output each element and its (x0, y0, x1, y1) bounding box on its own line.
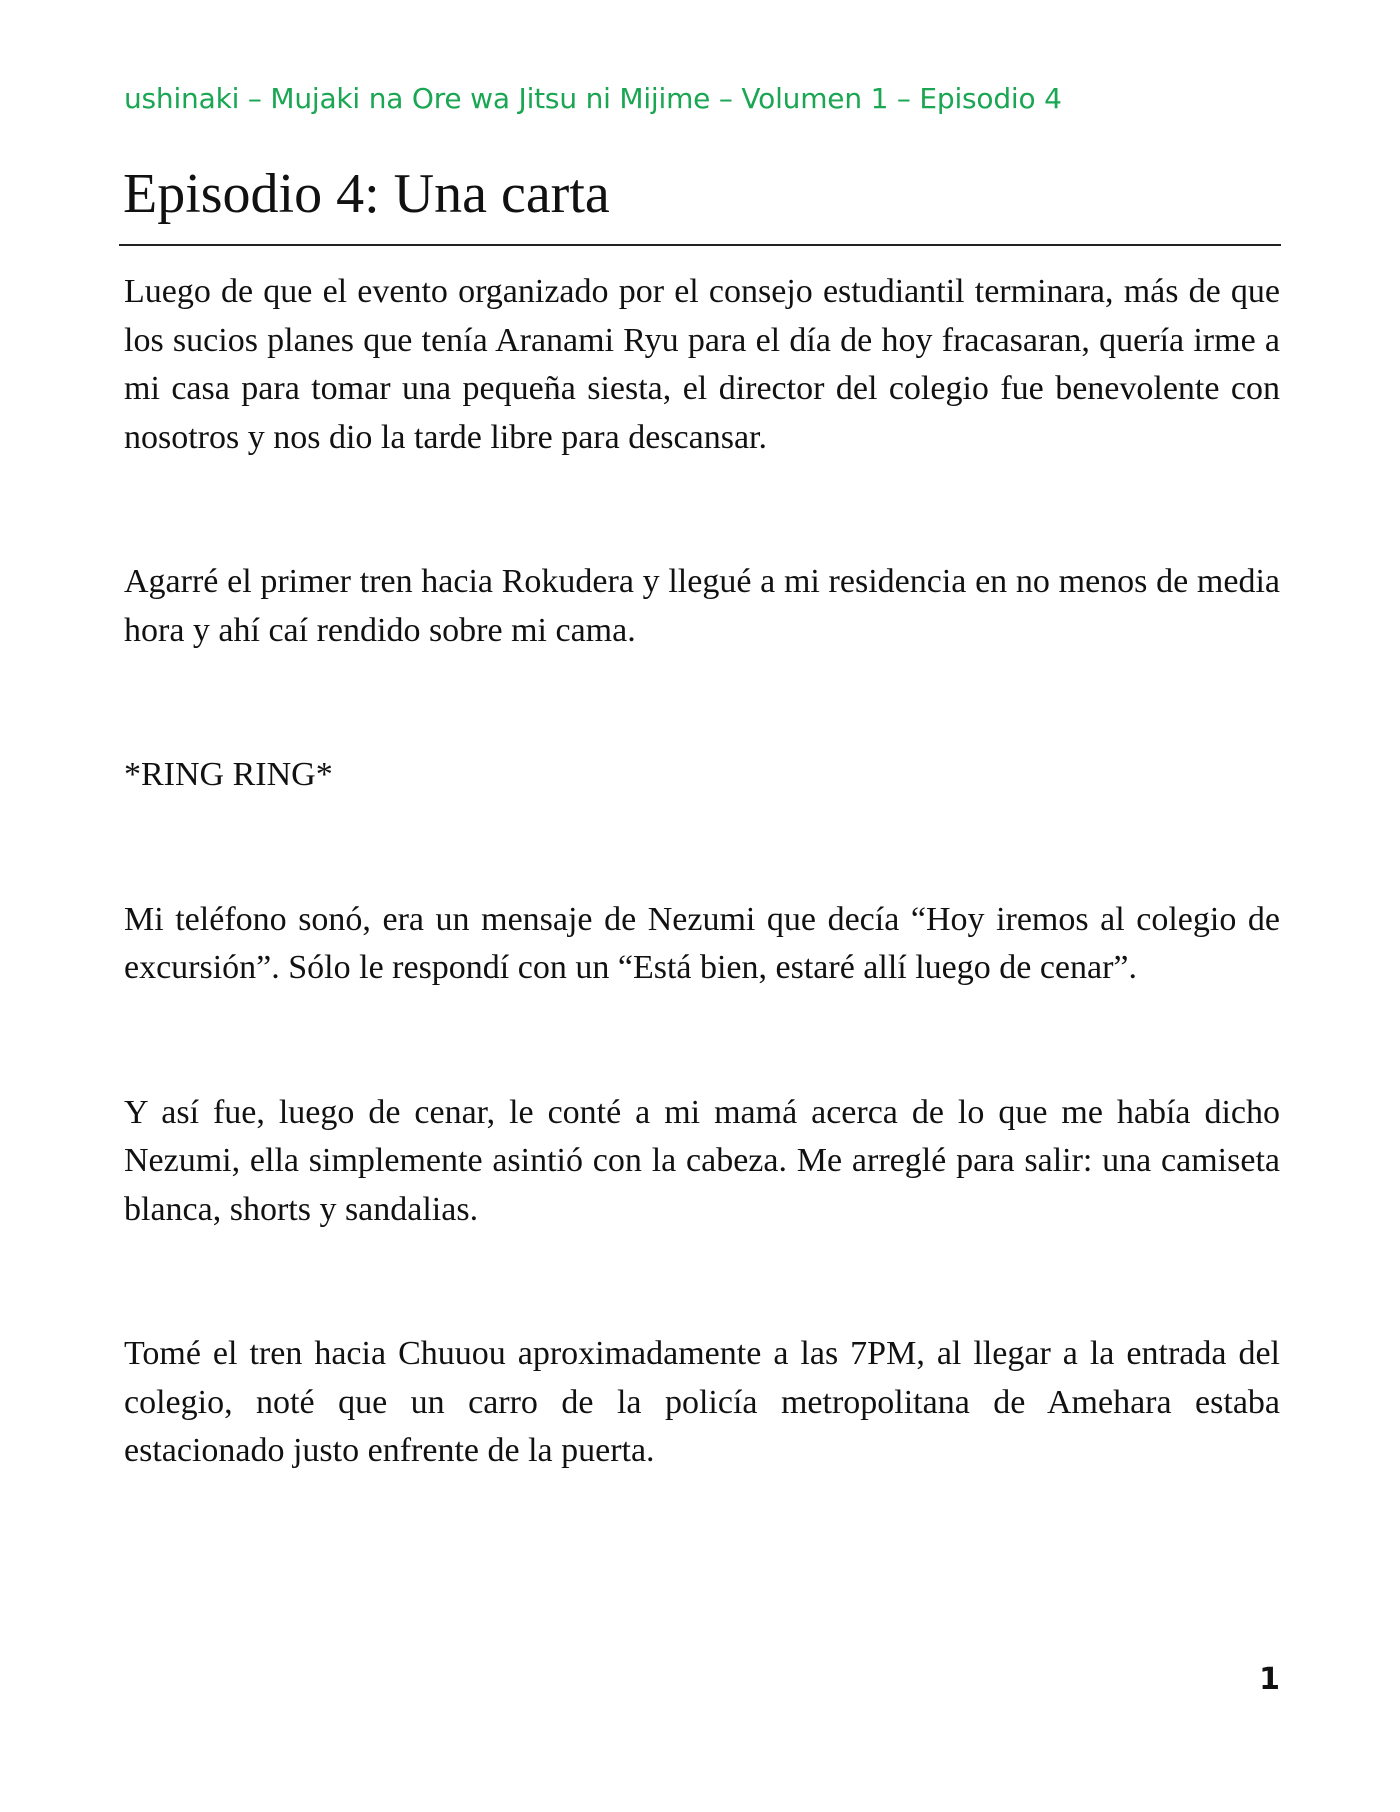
page-number: 1 (1259, 1662, 1280, 1697)
paragraph: Mi teléfono sonó, era un mensaje de Nezumi que decía “Hoy iremos al colegio de excursión”. Sólo le respondí con un “Está bien, estaré allí luego de cenar”. (124, 900, 1280, 986)
paragraph: Y así fue, luego de cenar, le conté a mi mamá acerca de lo que me había dicho Nezumi, ella simplemente asintió con la cabeza. Me arreglé para salir: una camiseta blanca, shorts y sandalias. (124, 1093, 1280, 1228)
body-text (124, 268, 1280, 1572)
running-header: ushinaki – Mujaki na Ore wa Jitsu ni Mijime – Volumen 1 – Episodio 4 (124, 82, 1062, 115)
paragraph: Agarré el primer tren hacia Rokudera y llegué a mi residencia en no menos de media hora y ahí caí rendido sobre mi cama. (124, 563, 1280, 649)
title-divider (119, 244, 1281, 246)
chapter-title: Episodio 4: Una carta (123, 163, 610, 225)
paragraph: *RING RING* (124, 756, 333, 793)
paragraph: Tomé el tren hacia Chuuou aproximadamente a las 7PM, al llegar a la entrada del colegio, noté que un carro de la policía metropolitana de Amehara estaba estacionado justo enfrente de la puerta. (124, 1335, 1280, 1469)
paragraph: Luego de que el evento organizado por el consejo estudiantil terminara, más de que los sucios planes que tenía Aranami Ryu para el día de hoy fracasaran, quería irme a mi casa para tomar una pequeña siesta, el director del colegio fue benevolente con nosotros y nos dio la tarde libre para descansar. (124, 273, 1280, 456)
